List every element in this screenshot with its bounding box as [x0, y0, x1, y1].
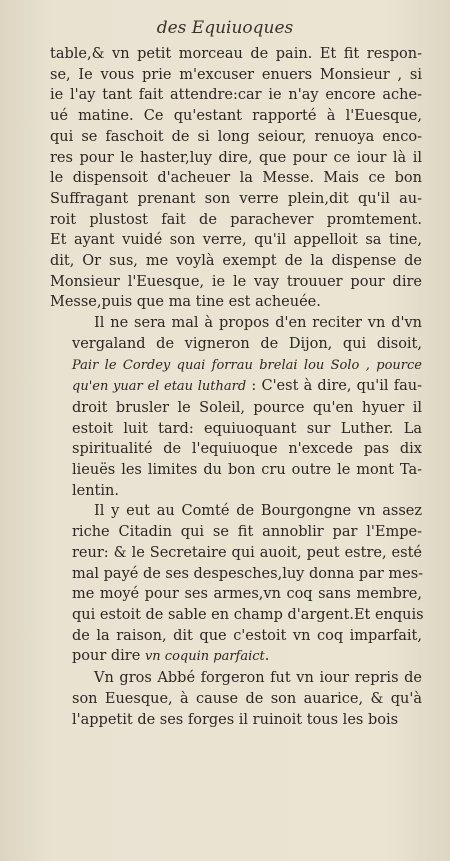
text-line: Il y eut au Comté de Bourgongne vn assez	[94, 503, 422, 520]
dialect-phrase: vn coquin parfaict	[144, 649, 265, 665]
text-line: Messe,puis que ma tine est acheuée.	[50, 294, 321, 311]
text-line: mal payé de ses despesches,luy donna par mes-	[72, 565, 424, 582]
text-line: se, Ie vous prie m'excuser enuers Monsieur , si	[50, 66, 422, 83]
text-line: riche Citadin qui se fit annoblir par l'Empe-	[72, 524, 422, 541]
text-line: qui se faschoit de si long seiour, renuoya enco-	[50, 128, 422, 145]
text-line: Monsieur l'Euesque, ie le vay trouuer pour dire	[50, 273, 422, 290]
text-line: lentin.	[72, 482, 119, 499]
paragraph	[50, 313, 422, 501]
text-line: Il ne sera mal à propos d'en reciter vn d'vn	[94, 315, 422, 332]
text-line: Vn gros Abbé forgeron fut vn iour repris de	[94, 670, 422, 687]
text-line: me moyé pour ses armes,vn coq sans membre,	[72, 586, 422, 603]
text-line: roit plustost fait de parachever promtement.	[50, 211, 422, 228]
text-line: ie l'ay tant fait attendre:car ie n'ay encore ache-	[50, 87, 422, 104]
text-line: l'appetit de ses forges il ruinoit tous les bois	[72, 711, 399, 728]
text-line: lieuës les limites du bon cru outre le mont Ta-	[72, 462, 422, 479]
text-line: qu'en yuar el etau luthard : C'est à dire, qu'il fau-	[72, 378, 422, 395]
text-line: de la raison, dit que c'estoit vn coq imparfait,	[72, 627, 422, 644]
text-line: spiritualité de l'equiuoque n'excede pas dix	[72, 441, 422, 458]
running-header: des Equiuoques	[156, 18, 294, 38]
text-line: pour dire vn coquin parfaict.	[72, 648, 270, 665]
text-line: le dispensoit d'acheuer la Messe. Mais ce bon	[50, 170, 422, 187]
text-line: table,& vn petit morceau de pain. Et fit respon-	[50, 46, 422, 62]
text-line: reur: & le Secretaire qui auoit, peut estre, esté	[72, 544, 422, 561]
paragraph	[50, 44, 422, 313]
dialect-phrase: Pair le Cordey quai forrau brelai lou Solo , pource	[72, 357, 422, 373]
text-line: dit, Or sus, me voylà exempt de la dispense de	[50, 253, 422, 270]
text-line: son Euesque, à cause de son auarice, & qu'à	[72, 690, 422, 707]
text-line: qui estoit de sable en champ d'argent.Et enquis	[72, 606, 424, 623]
text-line: Suffragant prenant son verre plein,dit qu'il au-	[50, 190, 422, 207]
paragraph	[50, 501, 422, 668]
text-line	[50, 355, 422, 377]
text-line: estoit luit tard: equiuoquant sur Luther. La	[72, 420, 422, 437]
text-line: Et ayant vuidé son verre, qu'il appelloit sa tine,	[50, 232, 422, 249]
text-line: res pour le haster,luy dire, que pour ce iour là il	[50, 149, 422, 166]
paragraph	[50, 668, 422, 730]
text-line: ué matine. Ce qu'estant rapporté à l'Euesque,	[50, 108, 422, 125]
text-line: vergaland de vigneron de Dijon, qui disoit,	[72, 335, 422, 352]
dialect-phrase: qu'en yuar el etau luthard	[72, 379, 247, 395]
text-line: droit brusler le Soleil, pource qu'en hyuer il	[72, 399, 422, 416]
body-text	[50, 44, 422, 730]
